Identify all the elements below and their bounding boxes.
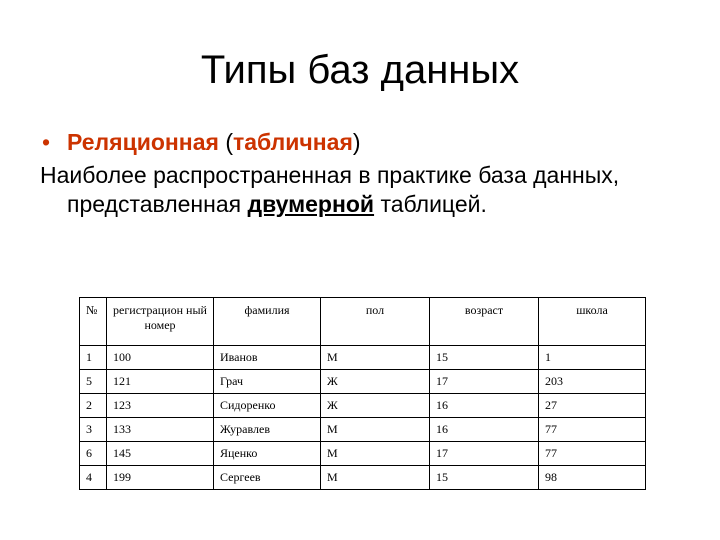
paragraph-text-2: таблицей. xyxy=(374,191,487,217)
cell-surname: Сидоренко xyxy=(214,394,321,418)
table-row xyxy=(80,418,646,442)
table-row xyxy=(80,370,646,394)
cell-reg-number: 121 xyxy=(107,370,214,394)
cell-age: 17 xyxy=(430,370,539,394)
cell-reg-number: 199 xyxy=(107,466,214,490)
cell-sex: М xyxy=(321,346,430,370)
cell-sex: Ж xyxy=(321,370,430,394)
cell-reg-number: 100 xyxy=(107,346,214,370)
cell-number: 4 xyxy=(80,466,107,490)
header-surname: фамилия xyxy=(214,298,321,346)
table-header-row xyxy=(80,298,646,346)
cell-age: 15 xyxy=(430,466,539,490)
cell-age: 16 xyxy=(430,418,539,442)
table-row xyxy=(80,394,646,418)
cell-age: 17 xyxy=(430,442,539,466)
cell-sex: Ж xyxy=(321,394,430,418)
cell-surname: Яценко xyxy=(214,442,321,466)
cell-school: 77 xyxy=(539,442,646,466)
paragraph-emphasis: двумерной xyxy=(247,191,375,217)
slide-title: Типы баз данных xyxy=(200,48,520,92)
cell-number: 1 xyxy=(80,346,107,370)
header-age: возраст xyxy=(430,298,539,346)
cell-number: 2 xyxy=(80,394,107,418)
bullet-term: Реляционная xyxy=(67,129,219,155)
header-number: № xyxy=(80,298,107,346)
students-table xyxy=(79,297,646,490)
cell-number: 5 xyxy=(80,370,107,394)
cell-sex: М xyxy=(321,442,430,466)
slide-content xyxy=(40,128,680,219)
cell-reg-number: 145 xyxy=(107,442,214,466)
bullet-item xyxy=(40,128,680,157)
cell-reg-number: 123 xyxy=(107,394,214,418)
close-paren: ) xyxy=(352,129,361,155)
cell-surname: Журавлев xyxy=(214,418,321,442)
table-row xyxy=(80,442,646,466)
description-paragraph xyxy=(40,161,680,219)
cell-school: 203 xyxy=(539,370,646,394)
cell-sex: М xyxy=(321,418,430,442)
cell-sex: М xyxy=(321,466,430,490)
cell-surname: Сергеев xyxy=(214,466,321,490)
cell-school: 98 xyxy=(539,466,646,490)
header-sex: пол xyxy=(321,298,430,346)
cell-school: 27 xyxy=(539,394,646,418)
cell-school: 77 xyxy=(539,418,646,442)
header-reg-number: регистрацион ный номер xyxy=(107,298,214,346)
cell-school: 1 xyxy=(539,346,646,370)
bullet-marker: • xyxy=(42,129,51,155)
cell-surname: Грач xyxy=(214,370,321,394)
header-school: школа xyxy=(539,298,646,346)
cell-surname: Иванов xyxy=(214,346,321,370)
table-row xyxy=(80,346,646,370)
cell-age: 16 xyxy=(430,394,539,418)
cell-reg-number: 133 xyxy=(107,418,214,442)
table-row xyxy=(80,466,646,490)
cell-age: 15 xyxy=(430,346,539,370)
cell-number: 6 xyxy=(80,442,107,466)
cell-number: 3 xyxy=(80,418,107,442)
open-paren: ( xyxy=(225,129,233,155)
paragraph-text-1: Наиболее распространенная в практике база данных, представленная xyxy=(40,162,620,217)
bullet-term-alt: табличная xyxy=(232,129,353,155)
